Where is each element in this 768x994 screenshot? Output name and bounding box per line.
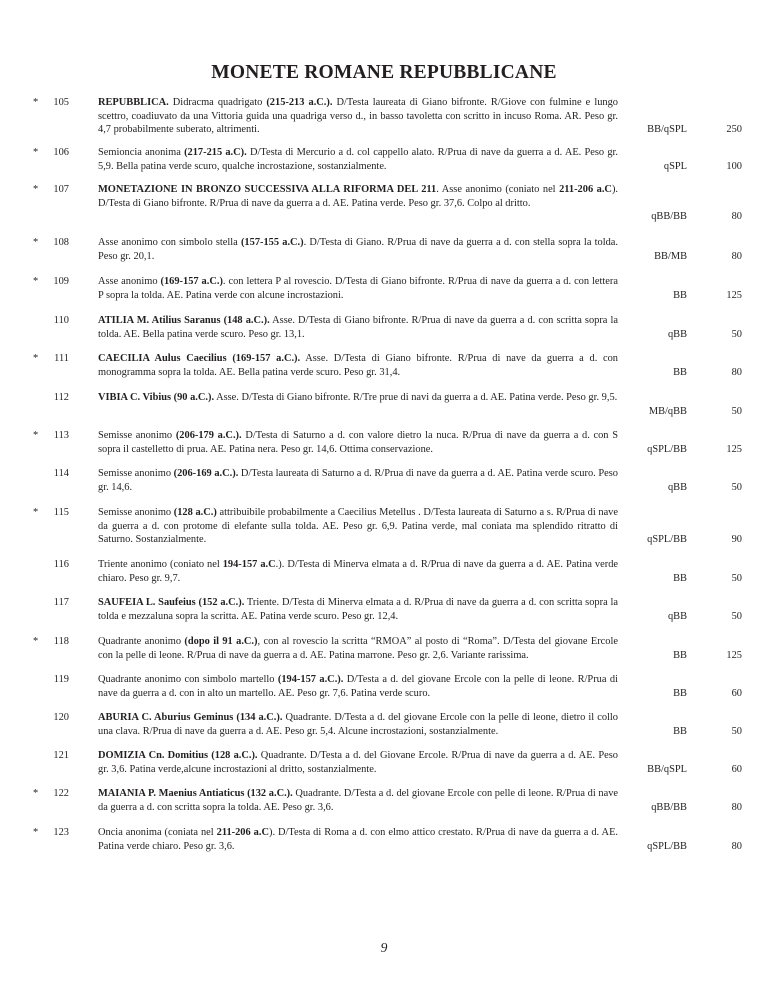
lot-description-bold: (206-169 a.C.). — [173, 468, 239, 479]
lot-price: 100 — [726, 160, 742, 172]
lot-description-text: Didracma quadrigato — [168, 97, 267, 108]
lot-description-bold: (157-155 a.C.) — [240, 237, 304, 248]
lot-description-text: D/Testa di Saturno a d. con valore dietro la nuca. R/Prua di nave da guerra a d. con S sopra il castelletto di prua. AE. Patina nera. Peso gr. 14,6. Ottima conservazione. — [98, 430, 618, 455]
lot-star-marker: * — [33, 788, 39, 799]
lot-description-bold: (217-215 a.C). — [184, 147, 247, 158]
lot-entry — [0, 391, 768, 420]
lot-description-text: attribuibile probabilmente a Caecilius Metellus . D/Testa laureata di Saturno a s. R/Prua di nave da guerra a d. con protome di elefante sulla tolda. AE. Peso gr. 6,9. Patina verde, mal coniata ma splendido ritratto di Saturno. Sostanzialmente. — [98, 507, 618, 546]
lot-description — [98, 467, 618, 494]
lot-description — [98, 96, 618, 137]
lot-number: 106 — [53, 147, 69, 158]
lot-description-bold: DOMIZIA Cn. Domitius (128 a.C.). — [98, 750, 258, 761]
lot-description-text: . D/Testa di Giano. R/Prua di nave da guerra a d. con stella sopra la tolda. Peso gr. 20,1. — [98, 237, 619, 262]
lot-description-text: Oncia anonima (coniata nel — [98, 827, 217, 838]
lot-description-bold: (206-179 a.C.). — [175, 430, 242, 441]
lot-number: 112 — [53, 392, 69, 403]
lot-description-text: Triente anonimo (coniato nel — [98, 559, 223, 570]
lot-entry — [0, 558, 768, 587]
lot-number: 118 — [53, 636, 69, 647]
page-title: MONETE ROMANE REPUBBLICANE — [211, 62, 557, 83]
lot-number: 114 — [53, 468, 69, 479]
lot-star-marker: * — [33, 636, 39, 647]
lot-description-bold: SAUFEIA L. Saufeius (152 a.C.). — [98, 597, 245, 608]
lot-price: 50 — [731, 481, 742, 493]
lot-number: 123 — [53, 827, 69, 838]
lot-entry — [0, 826, 768, 855]
lot-description-text: . — [275, 559, 279, 570]
lot-price: 50 — [731, 610, 742, 622]
lot-entry — [0, 749, 768, 778]
lot-entry — [0, 596, 768, 625]
lot-star-marker: * — [33, 184, 39, 195]
lot-number: 116 — [53, 559, 69, 570]
lot-price: 80 — [731, 211, 742, 223]
lot-grade: qBB — [667, 481, 687, 493]
lot-number: 119 — [53, 674, 69, 685]
lot-grade: BB/qSPL — [647, 763, 687, 775]
lot-entry — [0, 635, 768, 664]
lot-price: 60 — [731, 763, 742, 775]
lot-description-bold: 194-157 a.C — [222, 559, 276, 570]
lot-description-text: D/Testa di Mercurio a d. col cappello alato. R/Prua di nave da guerra a d. AE. Peso gr. 5,9. Bella patina verde scuro, qualche incrostazione, sostanzialmente. — [98, 147, 618, 172]
lot-description-text: ). D/Testa di Roma a d. con elmo attico crestato. R/Prua di nave da guerra a d. AE. Patina verde chiaro. Peso gr. 3,6. — [98, 827, 619, 852]
lot-description-bold: MONETAZIONE IN BRONZO SUCCESSIVA ALLA RIFORMA DEL 211 — [98, 184, 437, 195]
lot-star-marker: * — [33, 147, 39, 158]
lot-star-marker: * — [33, 97, 39, 108]
lot-entry — [0, 787, 768, 816]
lot-description — [98, 236, 618, 263]
lot-description-bold: 211-206 a.C — [216, 827, 269, 838]
lot-star-marker: * — [33, 237, 39, 248]
lot-description-bold: REPUBBLICA. — [98, 97, 169, 108]
lot-description-bold: (dopo il 91 a.C.) — [184, 636, 258, 647]
lot-description-text: . Asse anonimo (coniato nel — [436, 184, 560, 195]
lot-price: 80 — [731, 250, 742, 262]
lot-description — [98, 352, 618, 379]
lot-description-text: Quadrante anonimo — [98, 636, 185, 647]
lot-description-bold: CAECILIA Aulus Caecilius (169-157 a.C.). — [98, 353, 301, 364]
lot-price: 60 — [731, 687, 742, 699]
lot-price: 50 — [731, 572, 742, 584]
lot-entry — [0, 711, 768, 740]
lot-number: 113 — [53, 430, 69, 441]
lot-entry — [0, 236, 768, 265]
lot-price: 125 — [726, 289, 742, 301]
lot-entry — [0, 429, 768, 458]
lot-number: 115 — [53, 507, 69, 518]
lot-description-text: Semisse anonimo — [98, 468, 174, 479]
lot-price: 90 — [731, 534, 742, 546]
lot-entry — [0, 352, 768, 381]
lot-price: 125 — [726, 649, 742, 661]
lot-price: 250 — [726, 124, 742, 136]
lot-description-bold: VIBIA C. Vibius (90 a.C.). — [98, 392, 215, 403]
lot-description — [98, 183, 618, 210]
lot-entry — [0, 275, 768, 304]
lot-description-text: Quadrante. D/Testa a d. del giovane Ercole con la pelle di leone, dietro il collo una clava. R/Prua di nave da guerra a d. AE. Peso gr. 5,4. Alcune incrostazioni, sostanzialmente. — [98, 712, 618, 737]
page-number: 9 — [380, 940, 388, 955]
lot-grade: qBB/BB — [651, 801, 687, 813]
lot-description-text: Triente. D/Testa di Minerva elmata a d. R/Prua di nave da guerra a d. con scritta sopra la tolda e mezzaluna sopra la scritta. AE. Patina verde scuro. Peso gr. 12,4. — [98, 597, 618, 622]
lot-grade: BB — [673, 649, 687, 661]
lot-grade: qSPL — [663, 160, 687, 172]
lot-grade: qBB — [667, 328, 687, 340]
lot-description — [98, 826, 618, 853]
lot-grade: BB — [673, 366, 687, 378]
lot-grade: qBB/BB — [651, 211, 687, 223]
lot-grade: BB — [673, 289, 687, 301]
lot-price: 125 — [726, 443, 742, 455]
lot-star-marker: * — [33, 507, 39, 518]
lot-grade: BB/qSPL — [647, 124, 687, 136]
lot-description — [98, 314, 618, 341]
lot-description-text: Asse. D/Testa di Giano bifronte. R/Tre prue di navi da guerra a d. AE. Patina verde. Peso gr. 9,5. — [214, 392, 618, 403]
lot-number: 121 — [53, 750, 69, 761]
lot-description-bold: MAIANIA P. Maenius Antiaticus (132 a.C.). — [98, 788, 293, 799]
lot-description-text: , con al rovescio la scritta “RMOA” al posto di “Roma”. D/Testa del giovane Ercole con la pelle di leone. R/Prua di nave da guerra a d. AE. Patina marrone. Peso gr. 2,6. Variante rarissima. — [98, 636, 618, 661]
lot-number: 120 — [53, 712, 69, 723]
lot-description — [98, 146, 618, 173]
lot-entry — [0, 467, 768, 496]
lot-grade: qBB — [667, 610, 687, 622]
lot-price: 80 — [731, 366, 742, 378]
lot-number: 110 — [53, 315, 69, 326]
lot-entry — [0, 506, 768, 549]
lot-number: 107 — [53, 184, 69, 195]
lot-number: 105 — [53, 97, 69, 108]
lot-entry — [0, 314, 768, 343]
lot-number: 117 — [53, 597, 69, 608]
lot-description-bold: (128 a.C.) — [173, 507, 217, 518]
lot-star-marker: * — [33, 353, 39, 364]
lot-description-text: Semisse anonimo — [98, 430, 176, 441]
lot-number: 111 — [54, 353, 69, 364]
lot-price: 50 — [731, 725, 742, 737]
lot-description-text: . — [222, 276, 226, 287]
lot-description-text: Semisse anonimo — [98, 507, 174, 518]
lot-description-bold: 211-206 a.C — [559, 184, 612, 195]
lot-entry — [0, 183, 768, 226]
lot-grade: qSPL/BB — [647, 840, 687, 852]
lot-description-text: ). D/Testa di Giano bifronte. R/Prua di nave da guerra a d. AE. Patina verde. Peso gr. 37,6. Colpo al dritto. — [98, 184, 618, 209]
lot-grade: BB — [673, 725, 687, 737]
lot-description — [98, 749, 618, 776]
lot-description — [98, 635, 618, 662]
lot-description-bold: ABURIA C. Aburius Geminus (134 a.C.). — [98, 712, 283, 723]
lot-grade: MB/qBB — [648, 405, 687, 417]
lot-star-marker: * — [33, 827, 39, 838]
lot-number: 109 — [53, 276, 69, 287]
lot-description-text: Asse anonimo — [98, 276, 161, 287]
lot-description-text: ). D/Testa di Minerva elmata a d. R/Prua di nave da guerra a d. AE. Patina verde chiaro. Peso gr. 9,7. — [98, 559, 619, 584]
lot-description-text: D/Testa laureata di Saturno a d. R/Prua di nave da guerra a d. AE. Patina verde scuro. Peso gr. 14,6. — [98, 468, 618, 493]
lot-description — [98, 429, 618, 456]
lot-entry — [0, 96, 768, 139]
lot-description-text: con lettera P al rovescio. D/Testa di Giano bifronte. R/Prua di nave da guerra a d. con lettera P sopra la tolda. AE. Patina verde con alcune incrostazioni. — [98, 276, 618, 301]
lot-description — [98, 673, 618, 700]
lot-description — [98, 391, 618, 405]
lot-description-bold: (169-157 a.C.) — [160, 276, 223, 287]
lot-grade: BB — [673, 687, 687, 699]
lot-description-text: Asse. D/Testa di Giano bifronte. R/Prua di nave da guerra a d. con monogramma sopra la tolda. AE. Bella patina verde scuro. Peso gr. 31,4. — [98, 353, 619, 378]
lot-description-bold: (215-213 a.C.). — [266, 97, 333, 108]
lot-number: 122 — [53, 788, 69, 799]
lot-description — [98, 711, 618, 738]
lot-price: 80 — [731, 840, 742, 852]
lot-description-text: Asse anonimo con simbolo stella — [98, 237, 241, 248]
lot-description — [98, 275, 618, 302]
lot-price: 80 — [731, 801, 742, 813]
lot-description — [98, 558, 618, 585]
lot-grade: BB/MB — [654, 250, 687, 262]
lot-description-text: D/Testa laureata di Giano bifronte. R/Giove con fulmine e lungo scettro, coadiuvato da una Vittoria guida una quadriga verso d., in basso tavoletta con scritto in incuso Roma. AR. Peso gr. 4,7 probabilmente suberato, altrimenti. — [98, 97, 618, 136]
lot-description-text: D/Testa a d. del giovane Ercole con la pelle di leone. R/Prua di nave da guerra a d. con in alto un martello. AE. Peso gr. 7,6. Patina verde scuro. — [98, 674, 618, 699]
lot-description-bold: (194-157 a.C.). — [277, 674, 344, 685]
lot-star-marker: * — [33, 430, 39, 441]
lot-description — [98, 506, 618, 547]
lot-description-text: Quadrante. D/Testa a d. del Giovane Ercole. R/Prua di nave da guerra a d. AE. Peso gr. 3,6. Patina verde,alcune incrostazioni al dritto, sostanzialmente. — [98, 750, 618, 775]
lot-description-text: Asse. D/Testa di Giano bifronte. R/Prua di nave da guerra a d. con scritta sopra la tolda. AE. Bella patina verde scuro. Peso gr. 13,1. — [98, 315, 618, 340]
lot-description — [98, 787, 618, 814]
lot-description — [98, 596, 618, 623]
lot-grade: qSPL/BB — [647, 534, 687, 546]
lot-entry — [0, 673, 768, 702]
lot-description-text: Semioncia anonima — [98, 147, 185, 158]
lot-price: 50 — [731, 405, 742, 417]
lot-grade: BB — [673, 572, 687, 584]
lot-number: 108 — [53, 237, 69, 248]
lot-price: 50 — [731, 328, 742, 340]
lot-grade: qSPL/BB — [647, 443, 687, 455]
lot-star-marker: * — [33, 276, 39, 287]
lot-description-text: Quadrante. D/Testa a d. del giovane Ercole con pelle di leone. R/Prua di nave da guerra a d. con scritta sopra la tolda. AE. Peso gr. 3,6. — [98, 788, 618, 813]
lot-entry — [0, 146, 768, 175]
lot-description-text: Quadrante anonimo con simbolo martello — [98, 674, 278, 685]
lot-description-bold: ATILIA M. Atilius Saranus (148 a.C.). — [98, 315, 270, 326]
